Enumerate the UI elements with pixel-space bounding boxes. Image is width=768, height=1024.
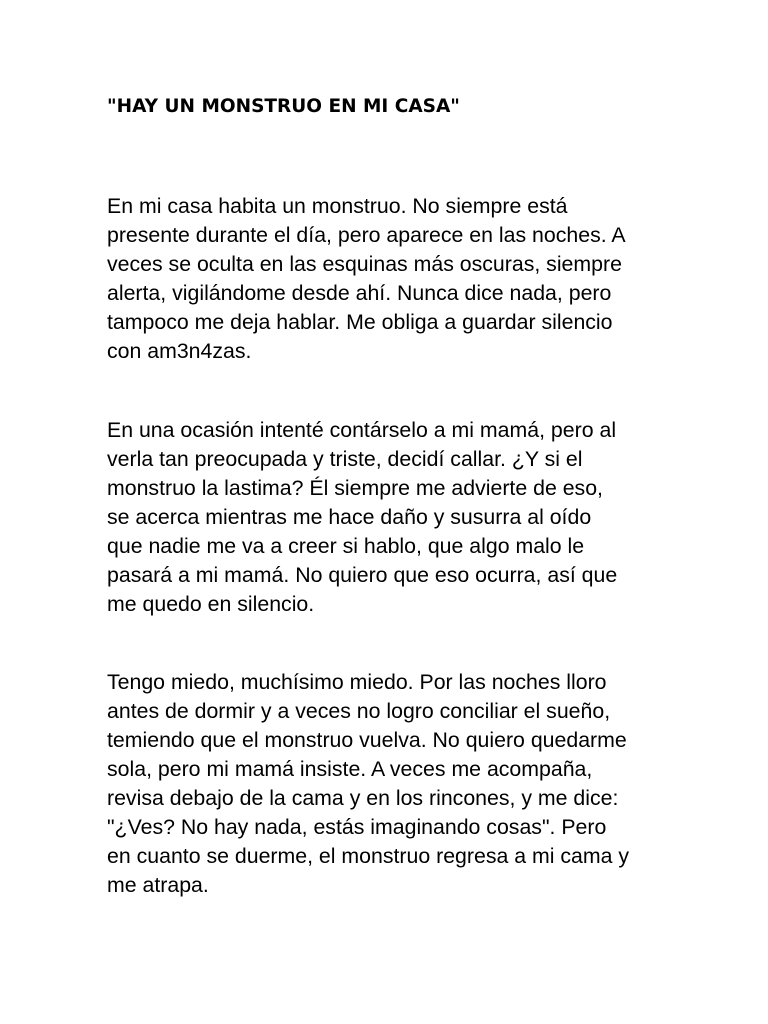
paragraph-line: me atrapa. xyxy=(107,873,209,897)
paragraph-line: con am3n4zas. xyxy=(107,339,252,363)
paragraph-line: Tengo miedo, muchísimo miedo. Por las noches lloro xyxy=(107,670,607,694)
paragraph-line: veces se oculta en las esquinas más oscuras, siempre xyxy=(107,252,622,276)
paragraph-line: revisa debajo de la cama y en los rincones, y me dice: xyxy=(107,786,619,810)
paragraph-1 xyxy=(107,192,687,366)
paragraph-3 xyxy=(107,668,687,900)
paragraph-line: presente durante el día, pero aparece en las noches. A xyxy=(107,223,626,247)
paragraph-line: monstruo la lastima? Él siempre me advierte de eso, xyxy=(107,476,603,500)
paragraph-line: me quedo en silencio. xyxy=(107,592,315,616)
paragraph-line: que nadie me va a creer si hablo, que algo malo le xyxy=(107,534,585,558)
paragraph-line: "¿Ves? No hay nada, estás imaginando cosas". Pero xyxy=(107,815,607,839)
paragraph-line: antes de dormir y a veces no logro conciliar el sueño, xyxy=(107,699,611,723)
paragraph-line: En una ocasión intenté contárselo a mi mamá, pero al xyxy=(107,418,617,442)
paragraph-line: tampoco me deja hablar. Me obliga a guardar silencio xyxy=(107,310,613,334)
paragraph-2 xyxy=(107,416,687,619)
paragraph-line: alerta, vigilándome desde ahí. Nunca dice nada, pero xyxy=(107,281,612,305)
paragraph-line: verla tan preocupada y triste, decidí callar. ¿Y si el xyxy=(107,447,583,471)
paragraph-line: pasará a mi mamá. No quiero que eso ocurra, así que xyxy=(107,563,618,587)
paragraph-line: sola, pero mi mamá insiste. A veces me acompaña, xyxy=(107,757,593,781)
document-title: "HAY UN MONSTRUO EN MI CASA" xyxy=(107,96,460,117)
paragraph-line: en cuanto se duerme, el monstruo regresa a mi cama y xyxy=(107,844,630,868)
paragraph-line: se acerca mientras me hace daño y susurra al oído xyxy=(107,505,592,529)
paragraph-line: En mi casa habita un monstruo. No siempre está xyxy=(107,194,568,218)
paragraph-line: temiendo que el monstruo vuelva. No quiero quedarme xyxy=(107,728,627,752)
